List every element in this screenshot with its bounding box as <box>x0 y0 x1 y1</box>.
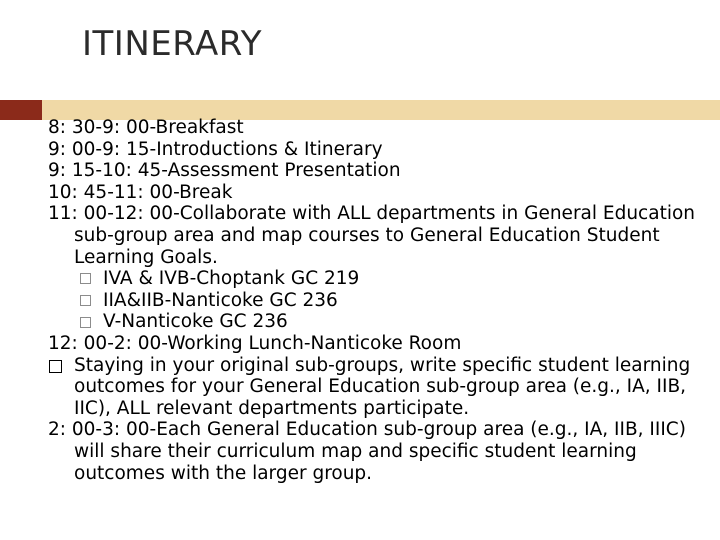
itinerary-item <box>48 333 716 355</box>
subgroup-item <box>48 268 716 290</box>
item-time: 9: 00-9: 15 <box>48 138 150 160</box>
item-text: -Working Lunch-Nanticoke Room <box>161 332 462 354</box>
bullet-text: Staying in your original sub-groups, write specific student learning outcomes for your General Education sub-group area (e.g., IA, IIB, IIC), ALL relevant departments participate. <box>74 354 691 419</box>
item-time: 8: 30-9: 00 <box>48 117 150 138</box>
item-time: 10: 45-11: 00 <box>48 181 174 203</box>
item-text: -Assessment Presentation <box>161 160 401 182</box>
subgroup-label: IIA&IIB-Nanticoke GC 236 <box>103 289 338 311</box>
itinerary-item <box>48 182 716 204</box>
checkbox-icon <box>49 360 62 373</box>
subgroup-item <box>48 290 716 312</box>
subgroup-label: V-Nanticoke GC 236 <box>103 311 288 333</box>
checkbox-icon <box>80 317 91 328</box>
itinerary-item <box>48 139 716 161</box>
checkbox-icon <box>80 273 91 284</box>
item-text: -Breakfast <box>149 117 244 138</box>
item-time: 2: 00-3: 00 <box>48 419 150 441</box>
itinerary-item <box>48 203 716 268</box>
item-text: -Each General Education sub-group area (e.g., IA, IIB, IIIC) will share their curriculum map and specific student learning outcomes with the larger group. <box>74 419 686 484</box>
item-text: -Break <box>173 181 233 203</box>
bullet-item <box>48 355 716 420</box>
item-time: 11: 00-12: 00 <box>48 203 174 225</box>
itinerary-item <box>48 160 716 182</box>
item-time: 12: 00-2: 00 <box>48 332 162 354</box>
itinerary-item <box>48 419 716 484</box>
subgroup-label: IVA & IVB-Choptank GC 219 <box>103 268 360 290</box>
itinerary-item <box>48 117 716 139</box>
title-accent-bar-dark <box>0 100 42 120</box>
slide-title: ITINERARY <box>82 24 262 64</box>
subgroup-item <box>48 311 716 333</box>
item-text: -Collaborate with ALL departments in General Education sub-group area and map courses to General Education Student Learning Goals. <box>74 203 696 268</box>
checkbox-icon <box>80 295 91 306</box>
item-text: -Introductions & Itinerary <box>149 138 383 160</box>
item-time: 9: 15-10: 45 <box>48 160 162 182</box>
itinerary-body <box>48 117 716 484</box>
